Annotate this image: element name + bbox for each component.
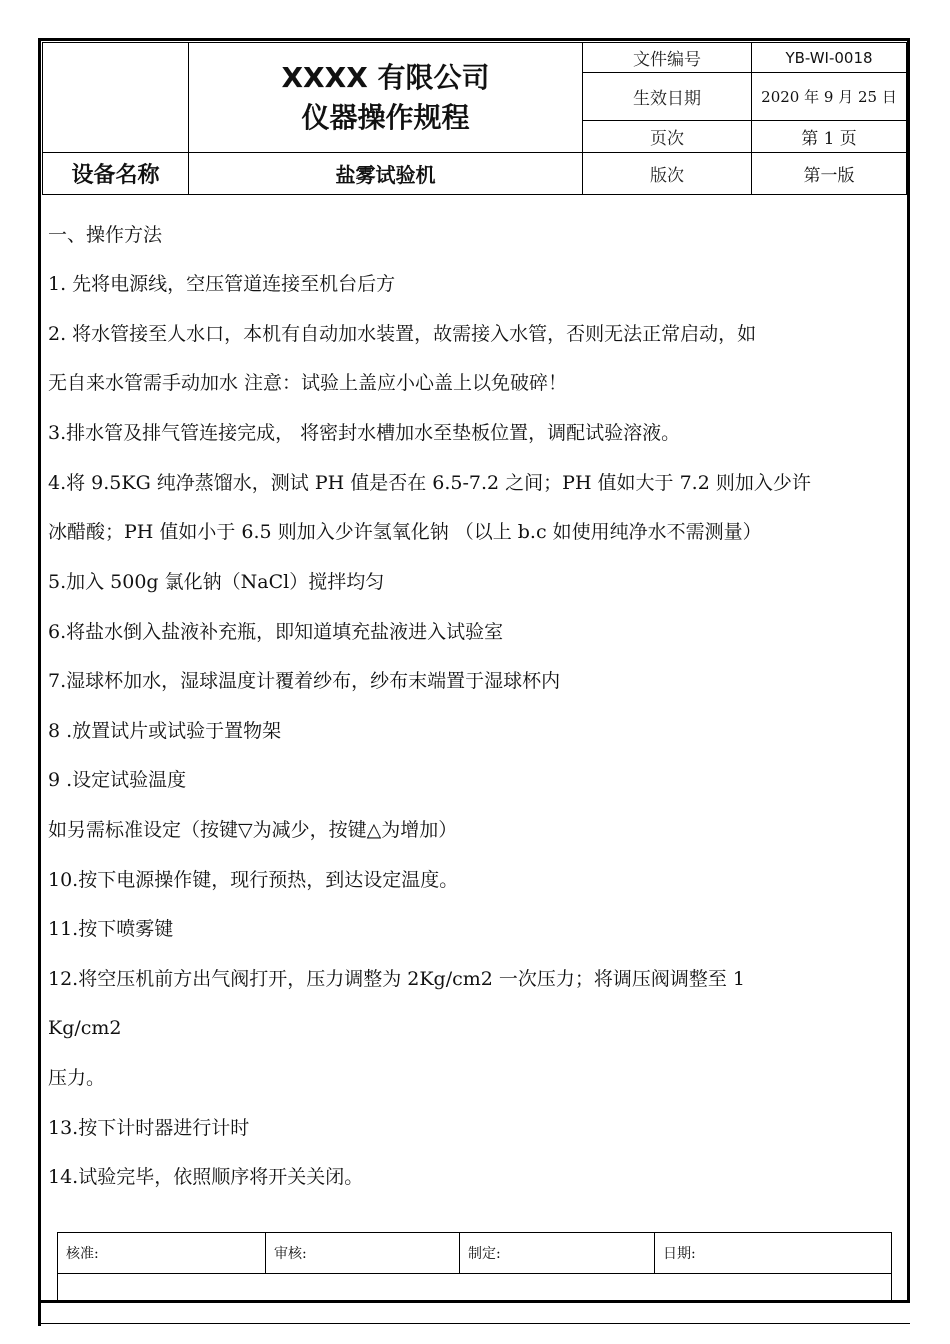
page-number-value: 第 1 页 [752, 121, 907, 153]
document-header-table [42, 42, 907, 195]
effective-date-label: 生效日期 [583, 73, 752, 121]
step-line: 3.排水管及排气管连接完成， 将密封水槽加水至垫板位置，调配试验溶液。 [48, 422, 681, 444]
company-name: XXXX 有限公司 [281, 60, 490, 94]
prepare-label: 制定: [460, 1233, 655, 1274]
step-line: 无自来水管需手动加水 注意：试验上盖应小心盖上以免破碎！ [48, 372, 568, 394]
header-title-cell [189, 43, 583, 153]
step-line: 4.将 9.5KG 纯净蒸馏水，测试 PH 值是否在 6.5-7.2 之间；PH 值如大于 7.2 则加入少许 [48, 472, 811, 494]
page-number-label: 页次 [583, 121, 752, 153]
step-line: 10.按下电源操作键，现行预热，到达设定温度。 [48, 869, 459, 891]
version-value: 第一版 [752, 153, 907, 195]
step-line: 5.加入 500g 氯化钠（NaCl）搅拌均匀 [48, 571, 385, 593]
step-line: 冰醋酸；PH 值如小于 6.5 则加入少许氢氧化钠 （以上 b.c 如使用纯净水不需测量） [48, 521, 762, 543]
document-title: 仪器操作规程 [301, 100, 470, 134]
date-label: 日期: [655, 1233, 892, 1274]
frame-border-top [38, 38, 910, 41]
frame-border-bottom-outer [38, 1323, 910, 1324]
step-line: 压力。 [48, 1067, 106, 1089]
step-line: 2. 将水管接至人水口，本机有自动加水装置，故需接入水管，否则无法正常启动，如 [48, 323, 757, 345]
approve-label: 核准: [58, 1233, 266, 1274]
step-line: 7.湿球杯加水，湿球温度计覆着纱布，纱布末端置于湿球杯内 [48, 670, 561, 692]
signature-blank-row [58, 1274, 892, 1302]
frame-border-left [38, 38, 41, 1326]
step-line: 12.将空压机前方出气阀打开，压力调整为 2Kg/cm2 一次压力；将调压阀调整至 1 [48, 968, 746, 990]
step-line: Kg/cm2 [48, 1017, 122, 1039]
version-label: 版次 [583, 153, 752, 195]
doc-number-label: 文件编号 [583, 43, 752, 73]
step-line: 14.试验完毕，依照顺序将开关关闭。 [48, 1166, 364, 1188]
section-heading: 一、操作方法 [48, 224, 163, 246]
signature-table [57, 1232, 892, 1302]
step-line: 6.将盐水倒入盐液补充瓶，即知道填充盐液进入试验室 [48, 621, 504, 643]
step-line: 8 .放置试片或试验于置物架 [48, 720, 282, 742]
equipment-name-value: 盐雾试验机 [189, 153, 583, 195]
step-line: 9 .设定试验温度 [48, 769, 187, 791]
step-line: 11.按下喷雾键 [48, 918, 174, 940]
header-logo-cell [43, 43, 189, 153]
step-line: 1. 先将电源线，空压管道连接至机台后方 [48, 273, 396, 295]
doc-number-value: YB-WI-0018 [752, 43, 907, 73]
effective-date-value: 2020 年 9 月 25 日 [752, 73, 907, 121]
review-label: 审核: [266, 1233, 460, 1274]
step-line: 13.按下计时器进行计时 [48, 1117, 250, 1139]
frame-border-right [907, 38, 910, 1300]
equipment-name-label: 设备名称 [43, 153, 189, 195]
step-line: 如另需标准设定（按键▽为减少，按键△为增加） [48, 819, 458, 841]
